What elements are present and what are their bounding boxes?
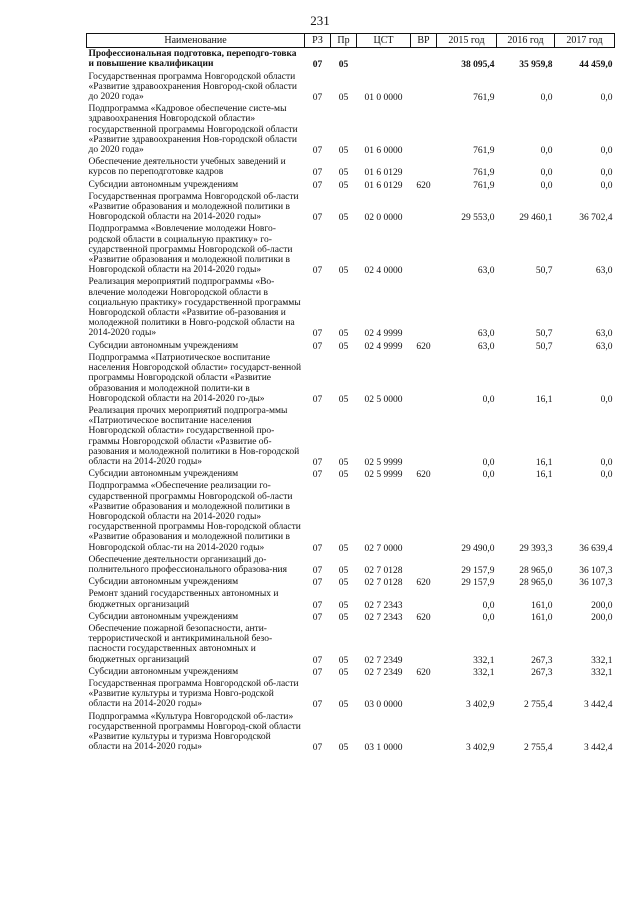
row-2015: 29 490,0 <box>461 543 495 554</box>
row-pr: 05 <box>338 266 349 277</box>
row-2016: 161,0 <box>531 612 553 623</box>
row-pr: 05 <box>338 565 349 576</box>
row-pr: 05 <box>338 578 349 589</box>
table-row <box>87 103 615 156</box>
row-2017: 332,1 <box>591 667 613 678</box>
row-rz: 07 <box>312 578 323 589</box>
row-rz: 07 <box>312 93 323 104</box>
row-vr <box>411 48 437 71</box>
row-2015: 761,9 <box>473 168 495 179</box>
row-2017: 36 107,3 <box>579 565 613 576</box>
row-rz: 07 <box>312 213 323 224</box>
table-row <box>87 352 615 405</box>
row-cst: 02 7 2349 <box>364 667 403 678</box>
row-2015: 761,9 <box>473 146 495 157</box>
header-vr: ВР <box>411 34 437 48</box>
row-2015: 3 402,9 <box>466 700 495 711</box>
header-2016: 2016 год <box>497 34 555 48</box>
row-pr: 05 <box>338 341 349 352</box>
row-2015: 332,1 <box>473 655 495 666</box>
row-2016: 29 460,1 <box>519 213 553 224</box>
header-2017: 2017 год <box>555 34 615 48</box>
row-2016: 0,0 <box>540 180 553 191</box>
table-row <box>87 588 615 610</box>
row-pr: 05 <box>338 180 349 191</box>
row-pr: 05 <box>338 470 349 481</box>
row-2017: 36 702,4 <box>579 213 613 224</box>
row-2015: 761,9 <box>473 93 495 104</box>
row-cst: 01 6 0129 <box>364 168 403 179</box>
header-pr: Пр <box>331 34 357 48</box>
page-number: 231 <box>310 13 330 28</box>
table-row <box>87 678 615 711</box>
header-rz: РЗ <box>305 34 331 48</box>
row-2017: 332,1 <box>591 655 613 666</box>
row-vr <box>411 554 437 576</box>
row-pr: 05 <box>338 667 349 678</box>
row-2017: 200,0 <box>591 612 613 623</box>
row-name: Государственная программа Новгородской области «Развитие здравоохранения Новгород-ской области до 2020 года» <box>88 71 297 103</box>
row-2015: 332,1 <box>473 667 495 678</box>
row-rz: 07 <box>312 180 323 191</box>
row-2015: 0,0 <box>482 457 495 468</box>
row-rz: 07 <box>312 655 323 666</box>
header-name: Наименование <box>87 34 305 48</box>
row-2015: 0,0 <box>482 600 495 611</box>
row-2016: 28 965,0 <box>519 578 553 589</box>
row-cst: 02 7 0128 <box>364 565 403 576</box>
row-vr: 620 <box>416 612 431 623</box>
row-vr <box>411 480 437 553</box>
row-pr: 05 <box>338 700 349 711</box>
table-row <box>87 223 615 276</box>
row-name: Субсидии автономным учреждениям <box>88 666 239 677</box>
header-2015: 2015 год <box>437 34 497 48</box>
row-rz: 07 <box>312 743 323 754</box>
row-2016: 16,1 <box>535 457 553 468</box>
row-pr: 05 <box>338 543 349 554</box>
row-pr: 05 <box>338 213 349 224</box>
row-name: Обеспечение деятельности организаций до-полнительного профессионального образова-ния <box>88 554 287 575</box>
table-row <box>87 611 615 623</box>
row-2015: 761,9 <box>473 180 495 191</box>
row-2015: 29 553,0 <box>461 213 495 224</box>
row-name: Реализация мероприятий подпрограммы «Во-влечение молодежи Новгородской области в социальную практику» государственной программы Новгородской области «Развитие об-разования и молодежной политики в Новго-родской области на 2014-2020 годы» <box>88 277 301 339</box>
row-rz: 07 <box>312 700 323 711</box>
table-row <box>87 666 615 678</box>
row-cst: 01 6 0129 <box>364 180 403 191</box>
row-cst: 02 7 0128 <box>364 578 403 589</box>
row-name: Государственная программа Новгородской об-ласти «Развитие культуры и туризма Новго-родской области на 2014-2020 годы» <box>88 678 299 710</box>
row-2017: 0,0 <box>600 168 613 179</box>
row-vr <box>411 678 437 711</box>
table-row <box>87 576 615 588</box>
row-name: Подпрограмма «Патриотическое воспитание населения Новгородской области» государст-венной программы Новгородской области «Развитие образования и молодежной полити-ки в Новгородской области на 2014-2020 го-ды» <box>88 352 302 404</box>
row-name: Подпрограмма «Кадровое обеспечение систе-мы здравоохранения Новгородской области» государственной программы Новгородской области «Развитие здравоохранения Нов-городской области до 2020 года» <box>88 104 298 156</box>
row-cst: 02 7 2343 <box>364 600 403 611</box>
row-2016: 29 393,3 <box>519 543 553 554</box>
row-name: Обеспечение пожарной безопасности, анти-террористической и антикриминальной безо-пасности государственных автономных и бюджетных организаций <box>88 623 273 665</box>
row-2015: 0,0 <box>482 394 495 405</box>
row-2017: 0,0 <box>600 470 613 481</box>
row-rz: 07 <box>312 266 323 277</box>
row-2016: 16,1 <box>535 394 553 405</box>
row-2016: 16,1 <box>535 470 553 481</box>
row-name: Ремонт зданий государственных автономных и бюджетных организаций <box>88 589 279 610</box>
row-2017: 3 442,4 <box>584 700 613 711</box>
row-cst: 02 7 2343 <box>364 612 403 623</box>
row-rz: 07 <box>312 329 323 340</box>
row-name: Обеспечение деятельности учебных заведений и курсов по переподготовке кадров <box>88 157 286 178</box>
row-pr: 05 <box>338 457 349 468</box>
row-2015: 0,0 <box>482 612 495 623</box>
row-name: Субсидии автономным учреждениям <box>88 340 239 351</box>
row-vr <box>411 623 437 666</box>
row-2017: 0,0 <box>600 394 613 405</box>
row-2016: 50,7 <box>535 341 553 352</box>
header-cst: ЦСТ <box>357 34 411 48</box>
row-cst <box>357 48 411 71</box>
row-rz: 07 <box>312 168 323 179</box>
row-cst: 02 7 2349 <box>364 655 403 666</box>
table-row <box>87 48 615 71</box>
row-name: Реализация прочих мероприятий подпрогра-ммы «Патриотическое воспитание населения Новгородской области» государственной про-граммы Новгородской области «Развитие об-разования и молодежной политики в Нов-городской области на 2014-2020 годы» <box>88 405 300 467</box>
budget-table <box>86 33 615 753</box>
table-row <box>87 191 615 224</box>
row-cst: 01 0 0000 <box>364 93 403 104</box>
row-2017: 0,0 <box>600 93 613 104</box>
row-2015: 3 402,9 <box>466 743 495 754</box>
row-2015: 29 157,9 <box>461 578 495 589</box>
row-vr <box>411 223 437 276</box>
table-row <box>87 71 615 104</box>
row-cst: 03 1 0000 <box>364 743 403 754</box>
row-rz: 07 <box>312 543 323 554</box>
row-vr: 620 <box>416 667 431 678</box>
row-2016: 267,3 <box>531 655 553 666</box>
row-name: Подпрограмма «Вовлечение молодежи Новго-родской области в социальную практику» го-сударственной программы Новгородской об-ласти «Развитие образования и молодежной политики в Новгородской области на 2014-2020 годы» <box>88 224 293 276</box>
row-name: Профессиональная подготовка, переподго-товка и повышение квалификации <box>88 49 297 70</box>
row-vr: 620 <box>416 578 431 589</box>
row-2015: 63,0 <box>477 266 495 277</box>
row-2016: 0,0 <box>540 146 553 157</box>
row-2017: 44 459,0 <box>579 60 613 71</box>
row-2016: 267,3 <box>531 667 553 678</box>
row-2015: 63,0 <box>477 341 495 352</box>
table-row <box>87 480 615 553</box>
row-2016: 35 959,8 <box>519 60 553 71</box>
row-cst: 02 4 9999 <box>364 341 403 352</box>
row-cst: 02 0 0000 <box>364 213 403 224</box>
row-pr: 05 <box>338 600 349 611</box>
row-2015: 63,0 <box>477 329 495 340</box>
row-name: Субсидии автономным учреждениям <box>88 577 239 588</box>
table-row <box>87 623 615 666</box>
table-header-row <box>87 34 615 48</box>
table-row <box>87 179 615 191</box>
row-rz: 07 <box>312 565 323 576</box>
row-rz: 07 <box>312 470 323 481</box>
row-cst: 02 5 9999 <box>364 457 403 468</box>
table-row <box>87 711 615 754</box>
table-row <box>87 554 615 576</box>
row-2016: 28 965,0 <box>519 565 553 576</box>
row-pr: 05 <box>338 60 349 71</box>
row-vr <box>411 588 437 610</box>
row-2016: 50,7 <box>535 329 553 340</box>
row-rz: 07 <box>312 667 323 678</box>
row-name: Субсидии автономным учреждениям <box>88 469 239 480</box>
row-pr: 05 <box>338 394 349 405</box>
row-rz: 07 <box>312 146 323 157</box>
row-pr: 05 <box>338 93 349 104</box>
table-row <box>87 340 615 352</box>
row-rz: 07 <box>312 394 323 405</box>
row-rz: 07 <box>312 457 323 468</box>
row-2015: 38 095,4 <box>461 60 495 71</box>
row-pr: 05 <box>338 168 349 179</box>
row-2015: 0,0 <box>482 470 495 481</box>
row-2017: 200,0 <box>591 600 613 611</box>
row-vr <box>411 352 437 405</box>
row-name: Подпрограмма «Обеспечение реализации го-сударственной программы Новгородской об-ласти «Развитие образования и молодежной политики в Новгородской области на 2014-2020 годы» государственной программы Нов-городской области «Развитие образования и молодежной политики в Новгородской облас-ти на 2014-2020 годы» <box>88 481 301 553</box>
row-vr <box>411 711 437 754</box>
row-2017: 0,0 <box>600 180 613 191</box>
row-2017: 0,0 <box>600 146 613 157</box>
row-2017: 63,0 <box>595 341 613 352</box>
row-2017: 36 107,3 <box>579 578 613 589</box>
row-rz: 07 <box>312 60 323 71</box>
row-2017: 63,0 <box>595 266 613 277</box>
row-pr: 05 <box>338 612 349 623</box>
row-cst: 02 4 9999 <box>364 329 403 340</box>
row-rz: 07 <box>312 600 323 611</box>
row-name: Субсидии автономным учреждениям <box>88 179 239 190</box>
row-2017: 0,0 <box>600 457 613 468</box>
row-cst: 02 5 0000 <box>364 394 403 405</box>
table-row <box>87 276 615 339</box>
row-pr: 05 <box>338 743 349 754</box>
row-2017: 63,0 <box>595 329 613 340</box>
row-2016: 161,0 <box>531 600 553 611</box>
row-vr: 620 <box>416 470 431 481</box>
row-2016: 0,0 <box>540 168 553 179</box>
row-2017: 36 639,4 <box>579 543 613 554</box>
table-row <box>87 156 615 178</box>
row-vr <box>411 103 437 156</box>
row-vr: 620 <box>416 180 431 191</box>
row-vr <box>411 71 437 104</box>
row-name: Подпрограмма «Культура Новгородской об-ласти» государственной программы Новгород-ской области «Развитие культуры и туризма Новгородской области на 2014-2020 годы» <box>88 711 301 753</box>
row-name: Субсидии автономным учреждениям <box>88 611 239 622</box>
row-pr: 05 <box>338 146 349 157</box>
row-pr: 05 <box>338 655 349 666</box>
row-cst: 02 5 9999 <box>364 470 403 481</box>
row-2016: 50,7 <box>535 266 553 277</box>
row-cst: 03 0 0000 <box>364 700 403 711</box>
row-pr: 05 <box>338 329 349 340</box>
row-vr <box>411 156 437 178</box>
row-vr <box>411 276 437 339</box>
row-name: Государственная программа Новгородской об-ласти «Развитие образования и молодежной политики в Новгородской области на 2014-2020 годы» <box>88 191 299 223</box>
row-2016: 2 755,4 <box>524 700 553 711</box>
table-row <box>87 405 615 468</box>
row-vr <box>411 191 437 224</box>
row-vr <box>411 405 437 468</box>
row-rz: 07 <box>312 612 323 623</box>
table-row <box>87 468 615 480</box>
row-rz: 07 <box>312 341 323 352</box>
row-vr: 620 <box>416 341 431 352</box>
row-2015: 29 157,9 <box>461 565 495 576</box>
row-2016: 0,0 <box>540 93 553 104</box>
row-cst: 02 7 0000 <box>364 543 403 554</box>
row-cst: 02 4 0000 <box>364 266 403 277</box>
row-2016: 2 755,4 <box>524 743 553 754</box>
row-2017: 3 442,4 <box>584 743 613 754</box>
row-cst: 01 6 0000 <box>364 146 403 157</box>
